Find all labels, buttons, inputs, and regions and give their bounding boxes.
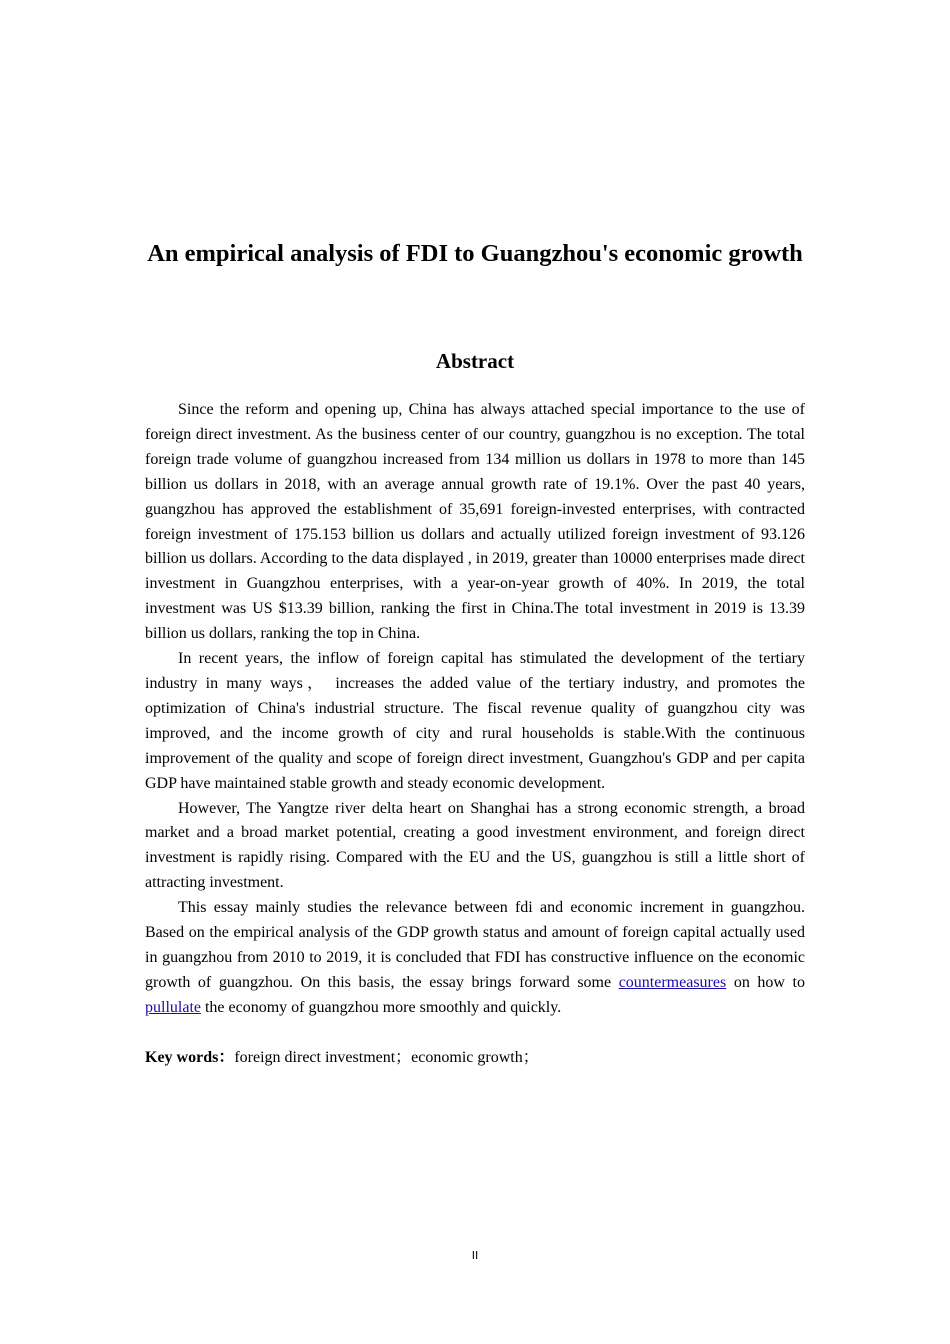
- abstract-paragraph-4: [145, 896, 805, 1021]
- page-number: II: [471, 1249, 479, 1262]
- abstract-paragraph-2: In recent years, the inflow of foreign capital has stimulated the development of the tertiary industry in many ways， increases the added value of the tertiary industry, and promotes the optimization of China's industrial structure. The fiscal revenue quality of guangzhou city was improved, and the income growth of city and rural households is stable.With the continuous improvement of the quality and scope of foreign direct investment, Guangzhou's GDP and per capita GDP have maintained stable growth and steady economic development.: [145, 650, 805, 792]
- paragraph-4-text-middle: on how to: [726, 973, 806, 991]
- paragraph-4-text-start: This essay mainly studies the relevance between fdi and economic increment in guangzhou. Based on the empirical analysis of the GDP growth status and amount of foreign capital actually used in guangzhou from 2010 to 2019, it is concluded that FDI has constructive influence on the economic growth of guangzhou. On this basis, the essay brings forward some: [145, 899, 805, 991]
- keywords-label: Key words：: [145, 1049, 235, 1066]
- abstract-paragraph-3: However, The Yangtze river delta heart on Shanghai has a strong economic strength, a broad market and a broad market potential, creating a good investment environment, and foreign direct investment is rapidly rising. Compared with the EU and the US, guangzhou is still a little short of attracting investment.: [145, 799, 805, 892]
- page-title: An empirical analysis of FDI to Guangzhou's economic growth: [147, 240, 803, 267]
- countermeasures-link[interactable]: countermeasures: [618, 973, 727, 991]
- abstract-paragraph-1: Since the reform and opening up, China has always attached special importance to the use of foreign direct investment. As the business center of our country, guangzhou is no exception. The total foreign trade volume of guangzhou increased from 134 million us dollars in 1978 to more than 145 billion us dollars in 2018, with an average annual growth rate of 19.1%. Over the past 40 years, guangzhou has approved the establishment of 35,691 foreign-invested enterprises, with contracted foreign investment of 175.153 billion us dollars and actually utilized foreign investment of 93.126 billion us dollars. According to the data displayed , in 2019, greater than 10000 enterprises made direct investment in Guangzhou enterprises, with a year-on-year growth of 40%. In 2019, the total investment was US $13.39 billion, ranking the first in China.The total investment in 2019 is 13.39 billion us dollars, ranking the top in China.: [145, 401, 805, 643]
- paragraph-4-text-end: the economy of guangzhou more smoothly and quickly.: [200, 998, 562, 1016]
- pullulate-link[interactable]: pullulate: [145, 998, 201, 1016]
- abstract-body: [145, 398, 805, 1021]
- keywords: [145, 1046, 805, 1070]
- keywords-text: foreign direct investment；economic growth；: [234, 1049, 539, 1066]
- abstract-heading: Abstract: [435, 349, 515, 373]
